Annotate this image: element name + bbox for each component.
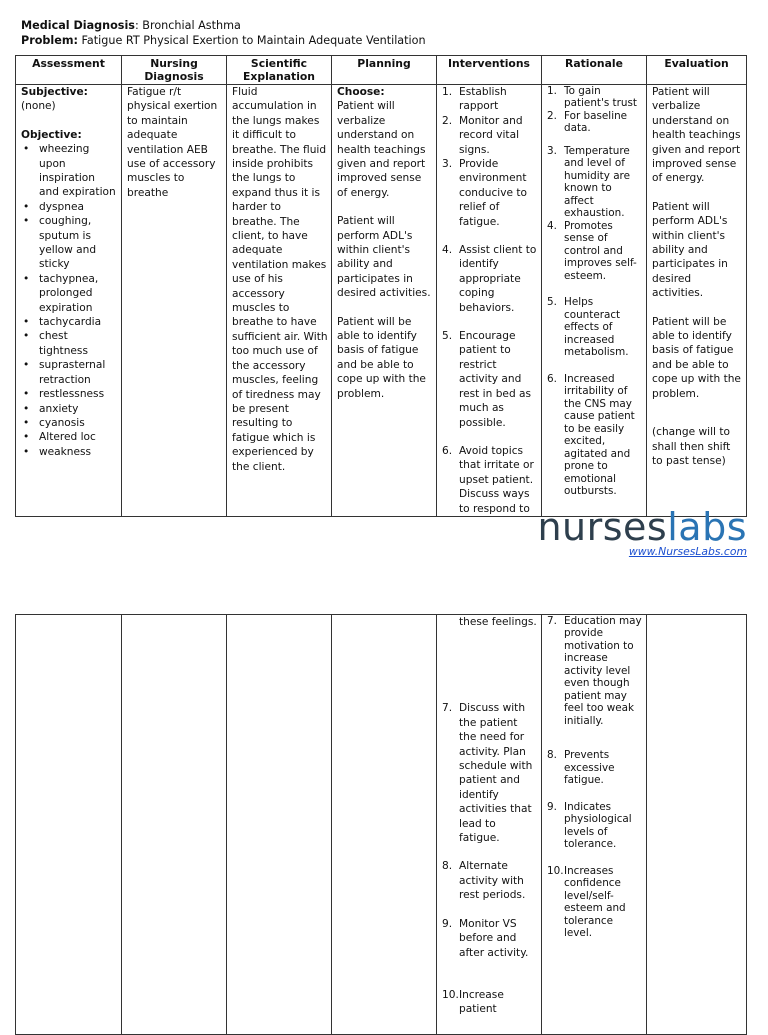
evaluation-item: Patient will verbalize understand on health teachings given and report improved sense of energy.	[652, 85, 741, 185]
logo-url-link[interactable]: www.NursesLabs.com	[628, 545, 747, 558]
evaluation-item: Patient will perform ADL's within client's ability and participates in desired activities.	[652, 200, 728, 300]
list-item: 10. Increases confidence level/self-esteem and tolerance level.	[547, 864, 626, 940]
list-item: 7. Education may provide motivation to increase activity level even though patient may feel too weak initially.	[547, 615, 642, 727]
list-item: 3. Provide environment conducive to relief of fatigue.	[442, 158, 528, 228]
medical-diagnosis-line	[21, 19, 741, 34]
list-item: 2. Monitor and record vital signs.	[442, 114, 523, 156]
nursing-diagnosis-cell-cont	[122, 615, 227, 1035]
assessment-cell	[16, 84, 122, 516]
problem-line	[21, 34, 741, 49]
list-item: • weakness	[33, 445, 118, 459]
evaluation-item: Patient will be able to identify basis of fatigue and be able to cope up with the problem.	[652, 315, 741, 400]
logo-wordmark	[527, 505, 747, 549]
interventions-cell	[437, 84, 542, 516]
interventions-cell-cont	[437, 615, 542, 1035]
table-header-row	[16, 56, 747, 85]
list-item: 5. Encourage patient to restrict activity and rest in bed as much as possible.	[442, 330, 532, 429]
document-header	[21, 19, 741, 48]
objective-label: Objective:	[21, 128, 82, 141]
rationale-cell-cont	[542, 615, 647, 1035]
care-plan-table-page1	[15, 55, 747, 517]
list-item: 8. Alternate activity with rest periods.	[442, 860, 526, 902]
planning-item: Patient will verbalize understand on health teachings given and report improved sense of energy.	[337, 100, 426, 199]
subjective-value: (none)	[21, 100, 56, 113]
list-item: • anxiety	[33, 402, 118, 416]
list-item: 9. Indicates physiological levels of tolerance.	[547, 800, 632, 851]
list-item: 4. Assist client to identify appropriate coping behaviors.	[442, 244, 537, 314]
list-item: 10. Increase patient	[442, 988, 504, 1016]
scientific-explanation-cell-cont	[227, 615, 332, 1035]
list-item: 1. Establish rapport	[442, 85, 507, 113]
rationale-cell	[542, 84, 647, 516]
list-item: • cyanosis	[33, 416, 118, 430]
list-item: 9. Monitor VS before and after activity.	[442, 917, 529, 959]
list-item: 7. Discuss with the patient the need for activity. Plan schedule with patient and identify activities that lead to fatigue.	[442, 702, 533, 845]
interventions-list	[442, 85, 538, 516]
list-item: • restlessness	[33, 387, 118, 401]
subjective-label: Subjective:	[21, 85, 88, 98]
logo-part-labs: labs	[667, 505, 747, 549]
list-item: 5. Helps counteract effects of increased metabolism.	[547, 296, 629, 359]
planning-label: Choose:	[337, 85, 385, 98]
list-item: • suprasternal retraction	[33, 358, 118, 387]
rationale-list	[547, 85, 643, 498]
col-header-scientific-explanation: Scientific Explanation	[227, 56, 332, 85]
list-item: • dyspnea	[33, 200, 118, 214]
nursing-diagnosis-text: Fatigue r/t physical exertion to maintain adequate ventilation AEB use of accessory muscles to breathe	[127, 85, 218, 199]
col-header-planning: Planning	[332, 56, 437, 85]
table-row	[16, 84, 747, 516]
col-header-rationale: Rationale	[542, 56, 647, 85]
interventions-list-cont	[442, 701, 538, 1016]
planning-item: Patient will perform ADL's within client's ability and participates in desired activities.	[337, 215, 431, 300]
assessment-cell-cont	[16, 615, 122, 1035]
list-item: 1. To gain patient's trust	[547, 84, 637, 110]
problem-value: Fatigue RT Physical Exertion to Maintain Adequate Ventilation	[77, 33, 426, 47]
intervention-continuation: these feelings.	[459, 616, 537, 628]
logo-part-nurses: nurses	[537, 505, 668, 549]
objective-list	[21, 142, 118, 459]
scientific-explanation-text: Fluid accumulation in the lungs makes it difficult to breathe. The fluid inside prohibits the lungs to expand thus it is harder to breathe. The client, to have adequate ventilation makes use of his accessory muscles to breathe to have sufficient air. With too much use of the accessory muscles, feeling of tiredness may be present resulting to fatigue which is experienced by the client.	[232, 85, 328, 473]
medical-diagnosis-value: : Bronchial Asthma	[134, 19, 241, 32]
table-row	[16, 615, 747, 1035]
nurseslabs-logo	[527, 505, 747, 558]
evaluation-cell	[647, 84, 747, 516]
planning-cell	[332, 84, 437, 516]
list-item: • tachycardia	[33, 315, 118, 329]
list-item: 2. For baseline data.	[547, 109, 628, 135]
list-item: • coughing, sputum is yellow and sticky	[33, 214, 118, 272]
medical-diagnosis-label: Medical Diagnosis	[21, 19, 135, 32]
col-header-evaluation: Evaluation	[647, 56, 747, 85]
list-item: • tachypnea, prolonged expiration	[33, 272, 118, 315]
nursing-diagnosis-cell	[122, 84, 227, 516]
rationale-list-cont	[547, 615, 643, 940]
col-header-nursing-diagnosis: Nursing Diagnosis	[122, 56, 227, 85]
scientific-explanation-cell	[227, 84, 332, 516]
list-item: 8. Prevents excessive fatigue.	[547, 749, 615, 787]
planning-cell-cont	[332, 615, 437, 1035]
list-item: 4. Promotes sense of control and improves self-esteem.	[547, 219, 637, 282]
planning-item: Patient will be able to identify basis of fatigue and be able to cope up with the problem.	[337, 315, 426, 400]
list-item: 3. Temperature and level of humidity are known to affect exhaustion.	[547, 144, 630, 220]
list-item: • chest tightness	[33, 329, 118, 358]
list-item: 6. Increased irritability of the CNS may cause patient to be easily excited, agitated and prone to emotional outbursts.	[547, 372, 635, 498]
evaluation-cell-cont	[647, 615, 747, 1035]
list-item: 6. Avoid topics that irritate or upset patient. Discuss ways to respond to	[442, 444, 534, 515]
evaluation-note: (change will to shall then shift to past tense)	[652, 426, 731, 467]
col-header-assessment: Assessment	[16, 56, 122, 85]
problem-label: Problem:	[21, 33, 78, 47]
care-plan-table-page2	[15, 614, 747, 1035]
col-header-interventions: Interventions	[437, 56, 542, 85]
list-item: • wheezing upon inspiration and expiration	[33, 142, 118, 200]
list-item: • Altered loc	[33, 430, 118, 444]
